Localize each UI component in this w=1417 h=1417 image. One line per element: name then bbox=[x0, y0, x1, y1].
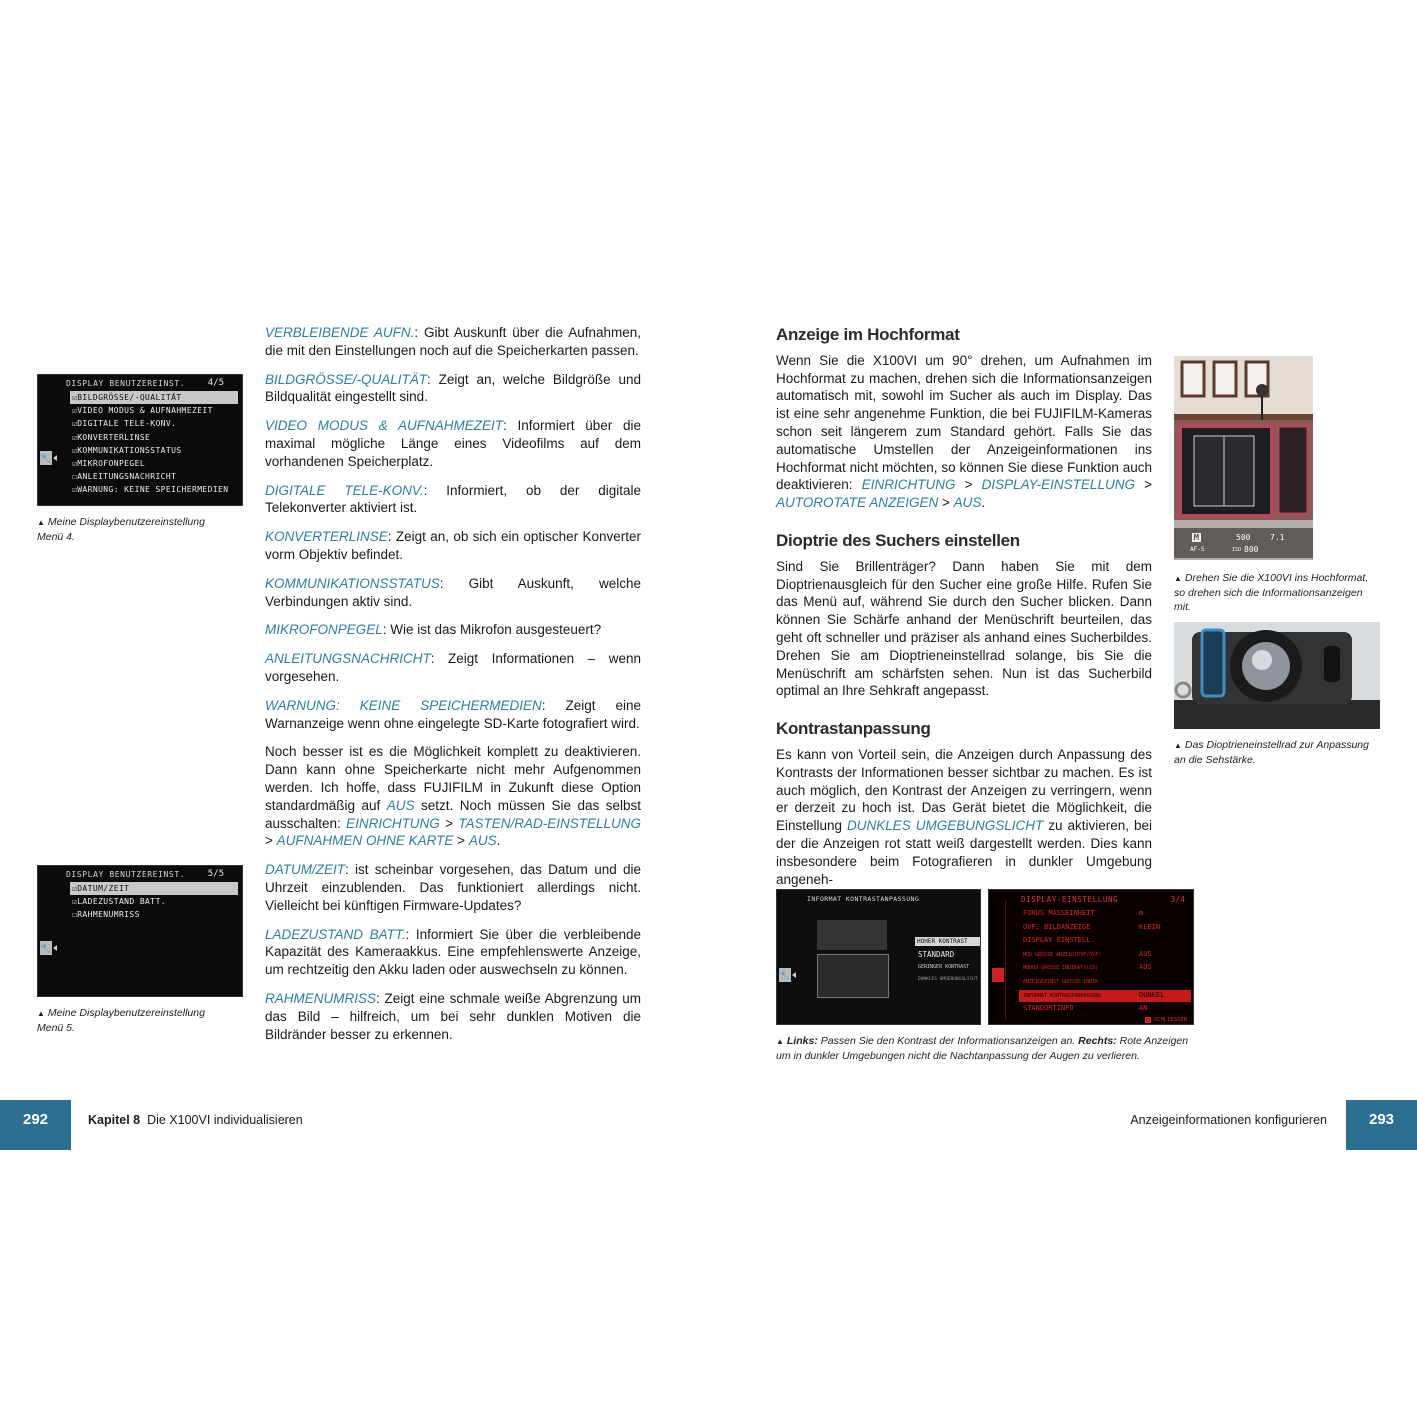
close-label: SCHLIESSEN bbox=[1153, 1017, 1187, 1023]
menu-item: ☑DIGITALE TELE-KONV. bbox=[72, 419, 177, 429]
caption-line: Meine Displaybenutzereinstellung bbox=[47, 516, 205, 528]
term: RAHMENUMRISS bbox=[265, 990, 377, 1006]
section-heading: Dioptrie des Suchers einstellen bbox=[776, 530, 1020, 550]
caption-line: Menü 4. bbox=[37, 531, 75, 543]
af-readout: AF-S bbox=[1190, 546, 1205, 553]
section-footer: Anzeigeinformationen konfigurieren bbox=[1130, 1113, 1327, 1127]
wrench-icon: 🔧 bbox=[779, 970, 791, 980]
row-value: DUNKEL bbox=[1139, 991, 1165, 999]
caption-text: Rote Anzeigen um in dunkler Umgebungen nicht die Nachtanpassung der Augen zu verlieren. bbox=[776, 1035, 1189, 1062]
triangle-icon: ▲ bbox=[37, 1009, 45, 1018]
row-label: MOD GROSSE ANZEIG(EVF/OVF) bbox=[1023, 951, 1102, 958]
section-heading: Anzeige im Hochformat bbox=[776, 325, 960, 344]
caption-portrait-photo bbox=[1174, 571, 1374, 614]
term: AUS bbox=[386, 797, 415, 813]
chapter-footer bbox=[88, 1113, 303, 1127]
desc: : Zeigt an, ob sich ein optischer Konverter vorm Objektiv befindet. bbox=[265, 529, 641, 562]
menu-path: AUS bbox=[953, 495, 982, 511]
triangle-icon: ▲ bbox=[1174, 574, 1182, 583]
left-text-column bbox=[265, 324, 641, 1054]
desc: . bbox=[496, 833, 501, 849]
desc: : Wie ist das Mikrofon ausgesteuert? bbox=[382, 622, 602, 638]
section-heading: Kontrastanpassung bbox=[776, 719, 931, 739]
paragraph bbox=[265, 324, 641, 360]
row-label: OVF, BILDANZEIGE bbox=[1023, 922, 1091, 931]
caption-text: Das Dioptrieneinstellrad zur Anpassung an die Sehstärke. bbox=[1174, 739, 1369, 766]
desc: : Informiert Sie über die verbleibende Kapazität des Kameraakkus. Eine empfehlenswerte Anzeige, um rechtzeitig den Akku laden oder auswechseln zu können. bbox=[265, 926, 642, 978]
caption-diopter-photo bbox=[1174, 738, 1380, 767]
desc: : Zeigt eine Warnanzeige wenn ohne eingelegte SD-Karte fotografiert wird. bbox=[265, 697, 641, 731]
paragraph bbox=[265, 990, 641, 1043]
term: KONVERTERLINSE bbox=[265, 529, 388, 545]
row-value: AN bbox=[1139, 1003, 1148, 1012]
page-number-right: 293 bbox=[1346, 1100, 1417, 1150]
paragraph bbox=[265, 528, 641, 564]
term: VERBLEIBENDE AUFN. bbox=[265, 325, 415, 340]
path-sep: > bbox=[439, 815, 459, 831]
path-sep: > bbox=[938, 495, 954, 511]
preview-panel bbox=[817, 920, 887, 950]
page-number-left: 292 bbox=[0, 1100, 71, 1150]
iso-label: ISO bbox=[1232, 547, 1242, 553]
paragraph bbox=[265, 371, 641, 407]
caption-text: Passen Sie den Kontrast der Informationsanzeigen an. bbox=[817, 1035, 1079, 1047]
menu-screen-4 bbox=[37, 374, 243, 506]
diopter-photo bbox=[1174, 622, 1380, 729]
settings-row bbox=[1019, 923, 1191, 937]
iso-readout: 800 bbox=[1244, 545, 1259, 554]
aperture-readout: 7.1 bbox=[1270, 533, 1285, 542]
term: DUNKLES UMGEBUNGSLICHT bbox=[847, 818, 1044, 834]
menu-item: ☑VIDEO MODUS & AUFNAHMEZEIT bbox=[72, 406, 213, 416]
wrench-icon bbox=[992, 968, 1004, 982]
settings-row-selected bbox=[1019, 990, 1191, 1002]
settings-row bbox=[1019, 909, 1191, 923]
camera-viewfinder-illustration bbox=[1174, 622, 1380, 729]
menu-path: DISPLAY-EINSTELLUNG bbox=[981, 477, 1135, 493]
caption-bottom bbox=[776, 1034, 1196, 1063]
row-label: DISPLAY EINSTELL. bbox=[1023, 936, 1095, 944]
term: LADEZUSTAND BATT. bbox=[265, 926, 406, 942]
desc: : Zeigt Informationen – wenn vorgesehen. bbox=[265, 651, 641, 684]
desc: . bbox=[981, 495, 986, 511]
path-sep: > bbox=[265, 833, 277, 849]
desc: Wenn Sie die X100VI um 90° drehen, um Aufnahmen im Hochformat zu machen, drehen sich die Informationsanzeigen automatisch mit, sowohl im Sucher als auch im Display. Das ist eine sehr angenehme Funktion, die bei FUJIFILM-Kameras schon seit längerem zum Standard gehört. Falls Sie das automatische Umstellen der Anzeigeinformationen ins Hochformat nicht möchten, so können Sie diese Funktion auch deaktivieren: bbox=[776, 352, 1152, 493]
row-label: ANZEIGEEINST GROSSE INDIK bbox=[1023, 978, 1099, 985]
row-label: STANDORTINFO bbox=[1023, 1003, 1074, 1012]
desc: : Informiert über die maximal mögliche Länge eines Videofilms auf dem vorhandenen Speicherplatz. bbox=[265, 418, 641, 469]
portrait-photo bbox=[1174, 356, 1313, 560]
row-value: AUS bbox=[1139, 963, 1152, 971]
paragraph bbox=[265, 621, 641, 639]
screen-page: 4/5 bbox=[207, 378, 224, 388]
settings-row bbox=[1019, 1004, 1191, 1018]
menu-path: AUFNAHMEN OHNE KARTE bbox=[276, 833, 454, 849]
wrench-icon: 🔧 bbox=[40, 943, 52, 953]
desc: zu aktivieren, bei der die Anzeigen rot statt weiß dargestellt werden. Dies kann insbesondere beim Fotografieren in dunkler Umgebung angeneh- bbox=[776, 818, 1152, 887]
term: ANLEITUNGSNACHRICHT bbox=[265, 651, 431, 667]
settings-row bbox=[1019, 977, 1191, 991]
paragraph: Sind Sie Brillenträger? Dann haben Sie mit dem Dioptrienausgleich für den Sucher eine große Hilfe. Rufen Sie das Menü auf, während Sie durch den Sucher blicken. Dann können Sie Schärfe anhand der Menüschrift beurteilen, das geht oft schneller und präziser als anhand eines Sucherbildes. Drehen Sie am Dioptrieneinstellrad solange, bis Sie die Menüschrift am schärfsten sehen. Nun ist das Sucherbild optimal an Ihre Sehkraft angepasst. bbox=[776, 558, 1152, 699]
menu-path: EINRICHTUNG bbox=[346, 815, 440, 831]
triangle-icon: ▲ bbox=[1174, 741, 1182, 750]
wrench-icon: 🔧 bbox=[40, 453, 52, 463]
menu-item: ☐ANLEITUNGSNACHRICHT bbox=[72, 472, 177, 482]
chapter-label: Kapitel 8 bbox=[88, 1113, 141, 1127]
path-sep: > bbox=[1134, 477, 1152, 493]
paragraph bbox=[265, 650, 641, 686]
desc: setzt. Noch müssen Sie das selbst ausschalten: bbox=[265, 797, 642, 831]
menu-item: ☑DATUM/ZEIT bbox=[70, 882, 238, 895]
term: WARNUNG: KEINE SPEICHERMEDIEN bbox=[265, 697, 542, 713]
screen-page: 5/5 bbox=[207, 869, 224, 879]
caption-line: Menü 5. bbox=[37, 1022, 75, 1034]
triangle-icon: ▲ bbox=[37, 518, 45, 527]
caption-screen-5 bbox=[37, 1006, 247, 1035]
right-text-column bbox=[776, 326, 1152, 899]
menu-list bbox=[70, 391, 238, 497]
row-value: KLEIN bbox=[1139, 922, 1161, 931]
desc: : Gibt Auskunft über die Aufnahmen, die mit den Einstellungen noch auf die Speicherkarten passen. bbox=[265, 325, 641, 358]
close-hint bbox=[1145, 1017, 1187, 1023]
menu-path: EINRICHTUNG bbox=[861, 477, 956, 493]
paragraph bbox=[265, 861, 641, 914]
term: DIGITALE TELE-KONV. bbox=[265, 482, 424, 498]
caption-screen-4 bbox=[37, 515, 247, 544]
chapter-title: Die X100VI individualisieren bbox=[147, 1113, 303, 1127]
menu-item: ☑BILDGRÖSSE/-QUALITÄT bbox=[70, 391, 238, 404]
paragraph bbox=[265, 926, 641, 979]
screen-title: DISPLAY BENUTZEREINST. bbox=[66, 379, 186, 388]
desc: : Zeigt eine schmale weiße Abgrenzung um das Bild – hilfreich, um bei sehr dunklen Motiven die Bildränder besser zu erkennen. bbox=[265, 990, 641, 1042]
viewfinder-readouts bbox=[1174, 530, 1313, 560]
term: VIDEO MODUS & AUFNAHMEZEIT bbox=[265, 418, 503, 434]
shutter-readout: 500 bbox=[1236, 533, 1251, 542]
row-value: m bbox=[1139, 909, 1144, 917]
triangle-icon: ▲ bbox=[776, 1037, 784, 1046]
red-display-screen bbox=[988, 889, 1194, 1025]
contrast-screen bbox=[776, 889, 981, 1025]
path-sep: > bbox=[453, 833, 469, 849]
paragraph bbox=[776, 352, 1152, 512]
desc: : Informiert, ob der digitale Telekonverter aktiviert ist. bbox=[265, 482, 642, 516]
caption-bold: Rechts: bbox=[1078, 1035, 1117, 1047]
term: DATUM/ZEIT bbox=[265, 862, 345, 878]
left-arrow-icon bbox=[53, 945, 57, 951]
mode-readout: M bbox=[1194, 533, 1199, 542]
contrast-option: STANDARD bbox=[918, 950, 955, 959]
paragraph bbox=[265, 417, 641, 470]
desc: : Gibt Auskunft, welche Verbindungen aktiv sind. bbox=[265, 575, 641, 609]
caption-line: Meine Displaybenutzereinstellung bbox=[47, 1007, 205, 1019]
desc: : ist scheinbar vorgesehen, das Datum und die Uhrzeit einzublenden. Das funktioniert allerdings nicht. Vielleicht bei künftigen Firmware-Updates? bbox=[265, 862, 641, 913]
settings-row bbox=[1019, 950, 1191, 964]
settings-row bbox=[1019, 963, 1191, 977]
term: KOMMUNIKATIONSSTATUS bbox=[265, 575, 440, 591]
menu-item: ☑KONVERTERLINSE bbox=[72, 432, 151, 442]
screen-page: 3/4 bbox=[1170, 895, 1185, 904]
menu-item: ☑KOMMUNIKATIONSSTATUS bbox=[72, 445, 182, 455]
paragraph bbox=[265, 575, 641, 611]
menu-item: ☑LADEZUSTAND BATT. bbox=[72, 897, 166, 907]
menu-path: AUS bbox=[468, 833, 497, 849]
left-arrow-icon bbox=[53, 455, 57, 461]
side-tab-column bbox=[991, 900, 1006, 1020]
paragraph bbox=[776, 746, 1152, 888]
preview-panel bbox=[817, 954, 889, 998]
contrast-option: GERINGER KONTRAST bbox=[918, 964, 970, 970]
row-label: MODUS GROSSE INDIKAT(LCD) bbox=[1023, 965, 1099, 971]
desc: Noch besser ist es die Möglichkeit komplett zu deaktivieren. Dann kann ohne Speicherkarte nicht mehr Aufgenommen werden. Ich hoffe, dass FUJIFILM in Zukunft diese Option standardmäßig auf bbox=[265, 744, 641, 813]
term: BILDGRÖSSE/-QUALITÄT bbox=[265, 371, 428, 387]
desc: : Zeigt an, welche Bildgröße und Bildqualität eingestellt sind. bbox=[265, 371, 641, 405]
row-value: AUS bbox=[1139, 949, 1152, 958]
path-sep: > bbox=[955, 477, 982, 493]
caption-bold: Links: bbox=[786, 1035, 818, 1047]
contrast-option-selected: HOHER KONTRAST bbox=[915, 937, 981, 946]
row-label: FOKUS MASSEINHEIT bbox=[1023, 909, 1095, 917]
left-arrow-icon bbox=[792, 972, 796, 978]
paragraph bbox=[265, 697, 641, 733]
screen-title: DISPLAY BENUTZEREINST. bbox=[66, 870, 186, 879]
menu-item: ☑WARNUNG: KEINE SPEICHERMEDIEN bbox=[72, 485, 229, 495]
menu-path: AUTOROTATE ANZEIGEN bbox=[776, 495, 939, 511]
contrast-option: DUNKLES UMGEBUNGSLICHT bbox=[918, 977, 978, 982]
paragraph bbox=[265, 743, 641, 850]
row-label: INFORMAT KONTRASTANPASSUNG bbox=[1023, 993, 1102, 999]
menu-screen-5 bbox=[37, 865, 243, 997]
paragraph bbox=[265, 482, 641, 518]
menu-list bbox=[70, 882, 238, 922]
settings-row bbox=[1019, 936, 1191, 950]
screen-title: DISPLAY-EINSTELLUNG bbox=[1021, 895, 1119, 904]
menu-item: ☑MIKROFONPEGEL bbox=[72, 458, 146, 468]
menu-item: ☐RAHMENUMRISS bbox=[72, 910, 140, 920]
term: MIKROFONPEGEL bbox=[265, 622, 383, 638]
caption-text: Drehen Sie die X100VI ins Hochformat, so drehen sich die Informationsanzeigen mit. bbox=[1174, 572, 1369, 613]
settings-list bbox=[1019, 909, 1191, 1017]
menu-path: TASTEN/RAD-EINSTELLUNG bbox=[458, 815, 641, 831]
screen-title: INFORMAT KONTRASTANPASSUNG bbox=[807, 895, 920, 903]
desc: Es kann von Vorteil sein, die Anzeigen durch Anpassung des Kontrasts der Informationen besser sichtbar zu machen. Es ist auch möglich, den Kontrast der Anzeigen zu verringern, wenn er derzeit zu hoch ist. Das Gerät bietet die Möglichkeit, die Einstellung bbox=[776, 746, 1152, 834]
back-button-icon: □ bbox=[1146, 1017, 1150, 1023]
